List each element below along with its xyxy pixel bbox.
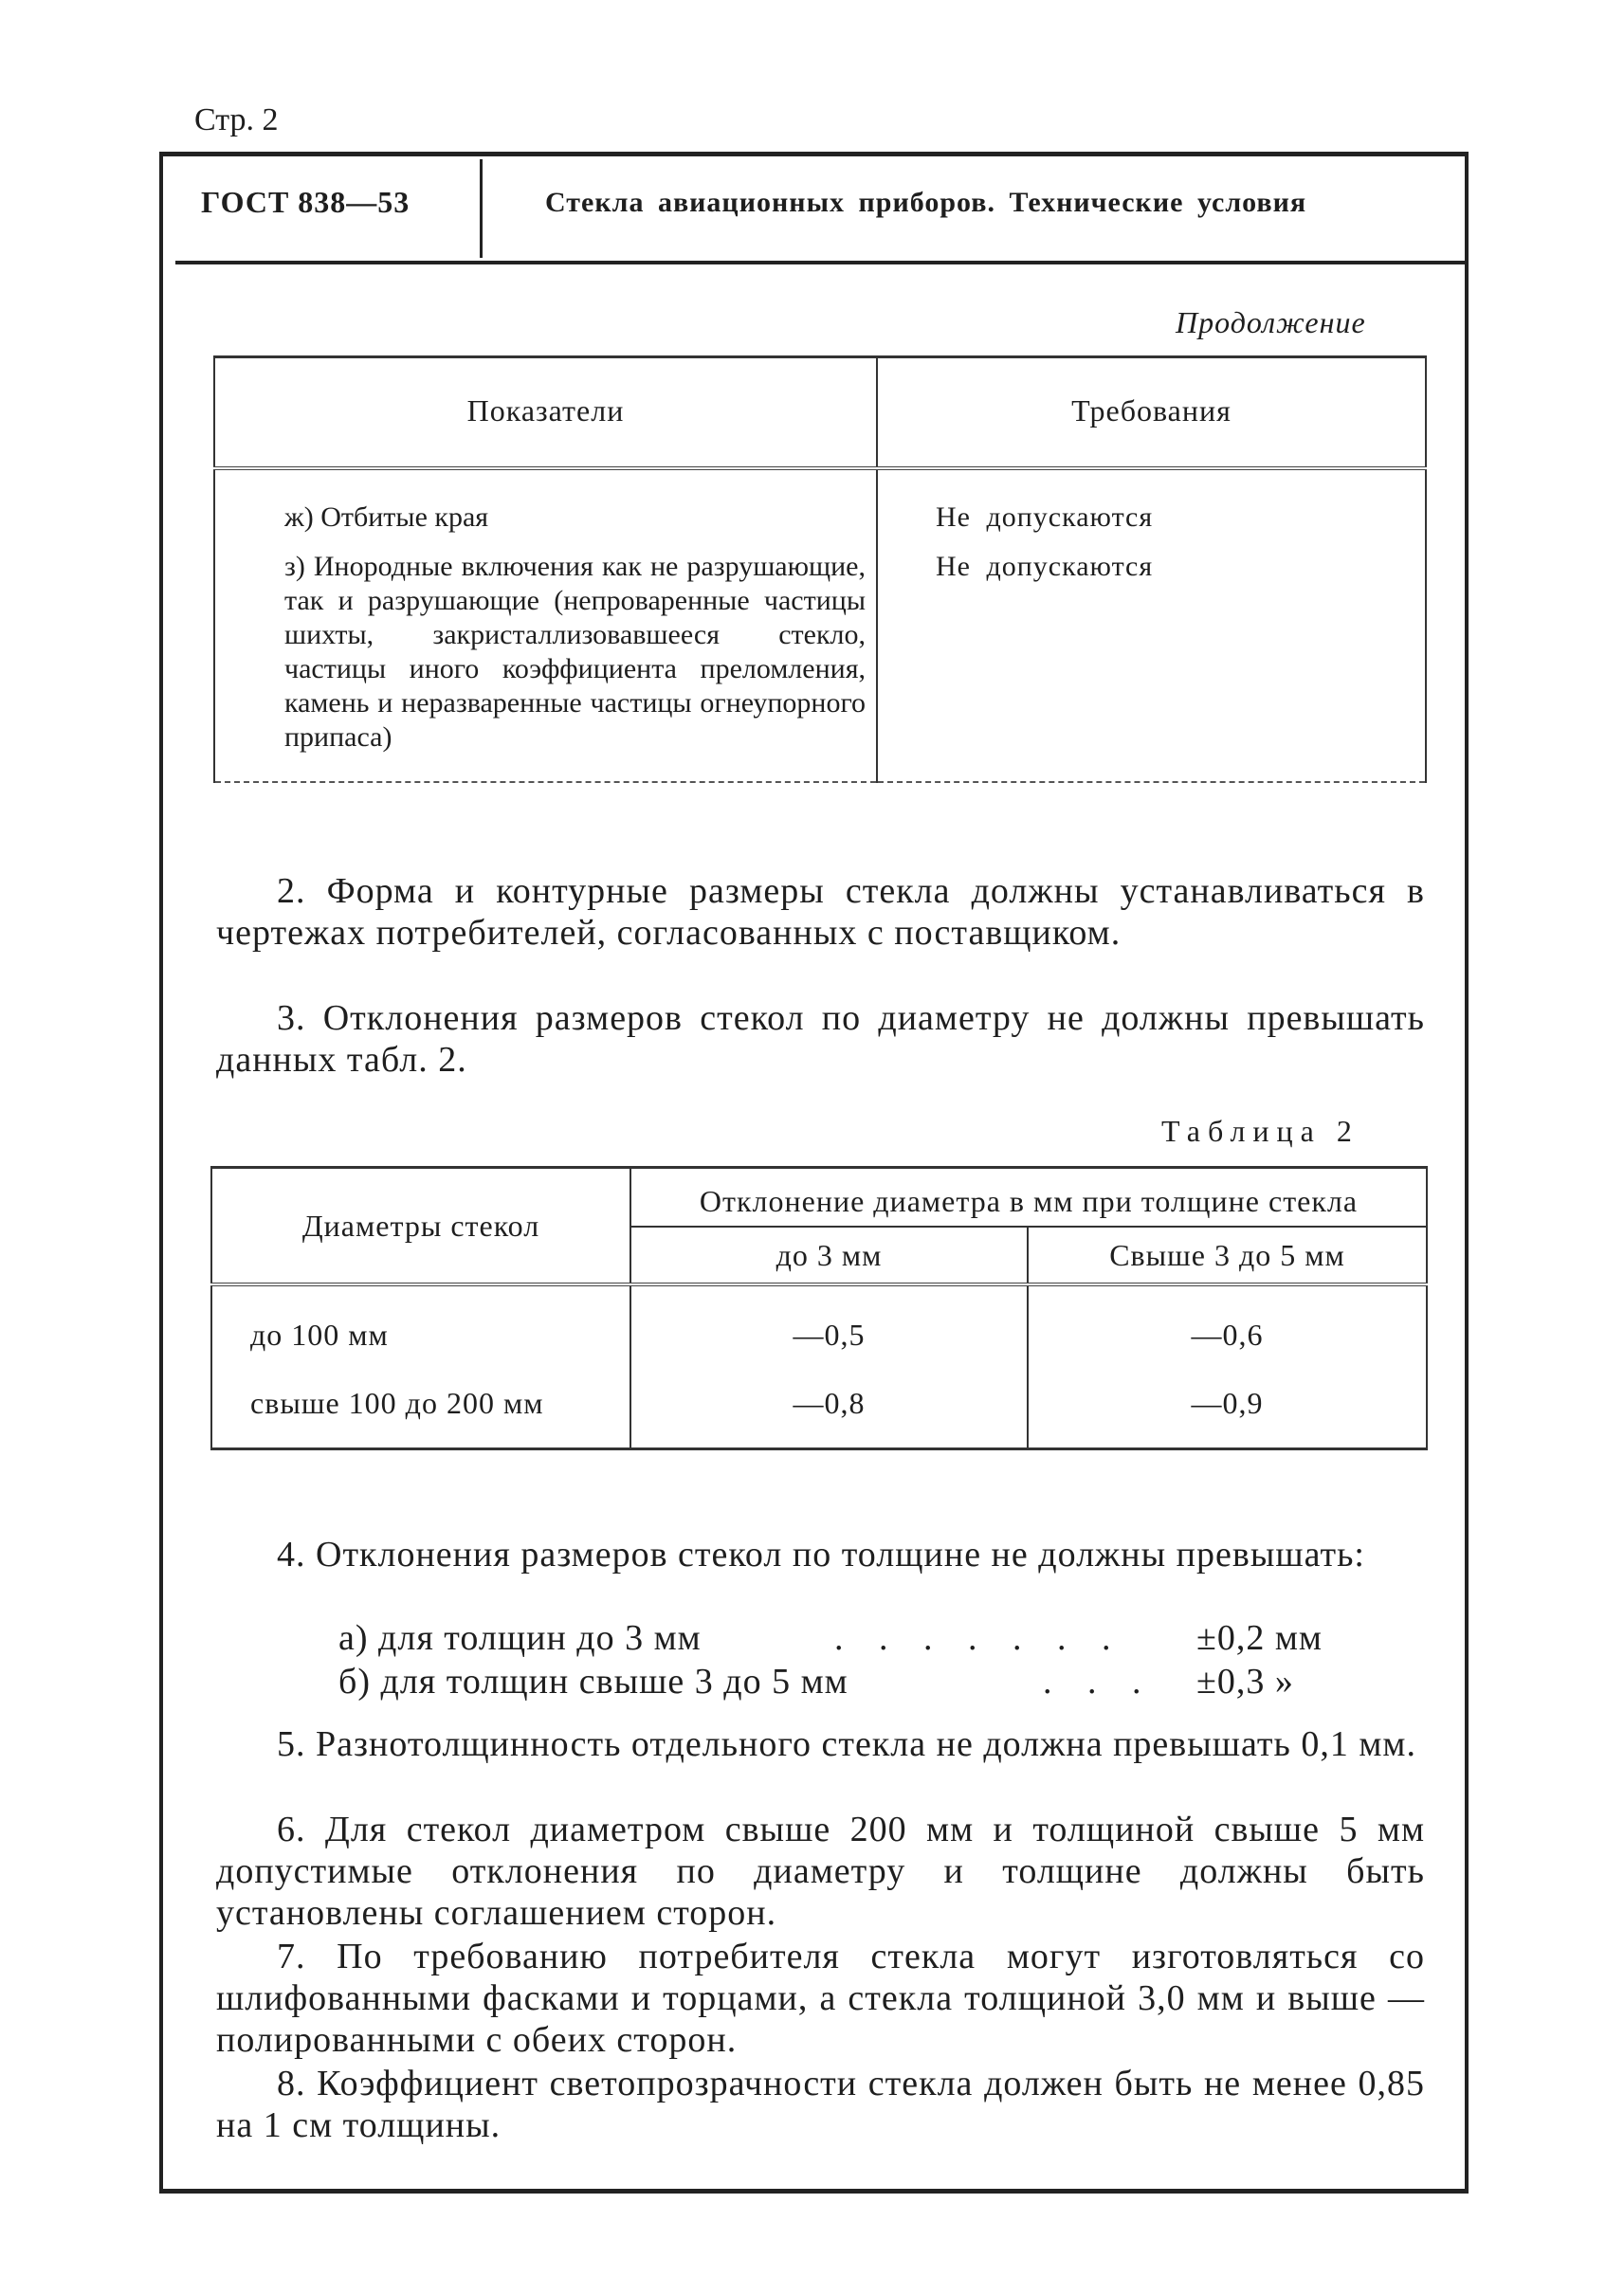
page-number: Стр. 2 (194, 102, 279, 137)
table-row (211, 1284, 1427, 1369)
header-separator (480, 159, 483, 258)
indicator-item: ж) Отбитые края (284, 501, 489, 533)
requirement-item: Не допускаются (936, 551, 1154, 582)
paragraph-2: 2. Форма и контурные размеры стекла должны устанавливаться в чертежах потребителей, согласованных с поставщиком. (216, 871, 1425, 953)
table1-indicators-cell (214, 468, 877, 782)
table1-header-requirements: Требования (877, 355, 1426, 468)
indicator-item: з) Инородные включения как не разрушающие, так и разрушающие (непроваренные частицы шихты, закристаллизовавшееся стекло, частицы иного коэффициента преломления, камень и неразваренные частицы огнеупорного припаса) (284, 551, 866, 753)
table2-cell-value: —0,6 (1028, 1284, 1427, 1369)
table-1 (213, 355, 1427, 783)
paragraph-8: 8. Коэффициент светопрозрачности стекла должен быть не менее 0,85 на 1 см толщины. (216, 2064, 1425, 2145)
list-item-a-label: а) для толщин до 3 мм (338, 1618, 702, 1658)
list-item-b-value: ±0,3 » (1196, 1662, 1294, 1702)
table2-header-group: Отклонение диаметра в мм при толщине стекла (630, 1168, 1427, 1228)
list-item-a-leader: . . . . . . . (834, 1618, 1124, 1658)
table2-cell-diameter: до 100 мм (211, 1284, 630, 1369)
table2-cell-value: —0,9 (1028, 1369, 1427, 1449)
table2-cell-diameter: свыше 100 до 200 мм (211, 1369, 630, 1449)
table1-requirements-cell (877, 468, 1426, 782)
table2-caption: Таблица 2 (1161, 1114, 1359, 1148)
paragraph-6: 6. Для стекол диаметром свыше 200 мм и толщиной свыше 5 мм допустимые отклонения по диаметру и толщине должны быть установлены соглашением сторон. (216, 1810, 1425, 1933)
table2-cell-value: —0,5 (630, 1284, 1028, 1369)
paragraph-3: 3. Отклонения размеров стекол по диаметру не должны превышать данных табл. 2. (216, 998, 1425, 1080)
paragraph-5: 5. Разнотолщинность отдельного стекла не должна превышать 0,1 мм. (277, 1724, 1416, 1764)
standard-code: ГОСТ 838—53 (201, 185, 411, 219)
table-row (211, 1369, 1427, 1449)
list-item-b-leader: . . . (1043, 1662, 1155, 1702)
header-rule (175, 261, 1467, 264)
table-2 (210, 1166, 1428, 1450)
table2-subheader-upto3: до 3 мм (630, 1227, 1028, 1284)
table2-cell-value: —0,8 (630, 1369, 1028, 1449)
document-title: Стекла авиационных приборов. Технические условия (545, 187, 1307, 218)
table1-header-indicators: Показатели (214, 355, 877, 468)
list-item-b-label: б) для толщин свыше 3 до 5 мм (338, 1662, 848, 1702)
paragraph-7: 7. По требованию потребителя стекла могут изготовляться со шлифованными фасками и торцами, а стекла толщиной 3,0 мм и выше — полированными с обеих сторон. (216, 1937, 1425, 2060)
requirement-item: Не допускаются (936, 501, 1154, 533)
list-item-a-value: ±0,2 мм (1196, 1618, 1323, 1658)
paragraph-4: 4. Отклонения размеров стекол по толщине не должны превышать: (277, 1535, 1365, 1575)
continuation-label: Продолжение (1176, 305, 1366, 339)
table2-subheader-3to5: Свыше 3 до 5 мм (1028, 1227, 1427, 1284)
table2-header-diameters: Диаметры стекол (211, 1168, 630, 1285)
